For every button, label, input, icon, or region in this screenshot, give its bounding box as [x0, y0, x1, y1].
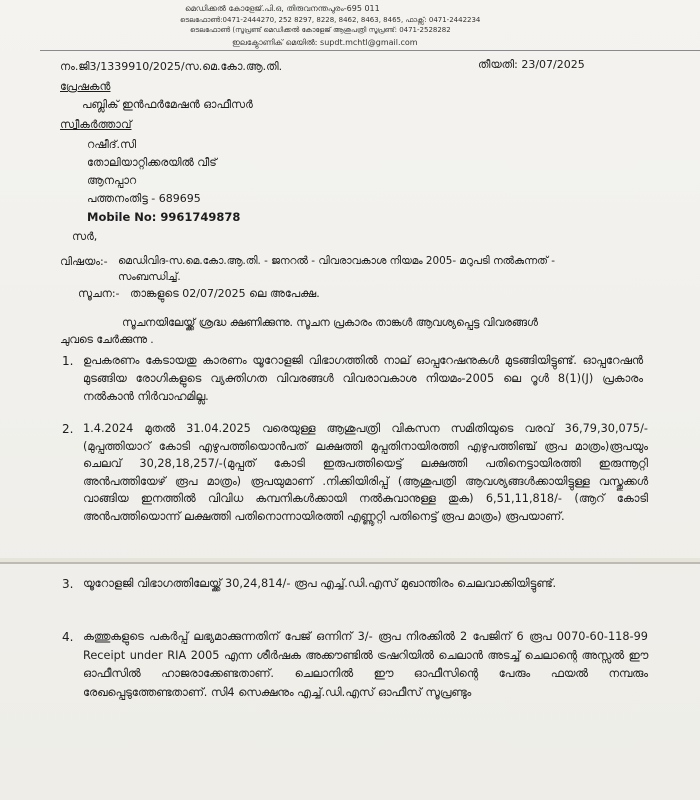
subject-text: മെഡിവിദ-സ.മെ.കോ.ആ.തി. - ജനറൽ - വിവരാവകാശ നിയമം 2005- മറുപടി നൽകുന്നത് - — [118, 255, 555, 267]
item-4-text: കത്തുകളുടെ പകർപ്പ് ലഭ്യമാക്കുന്നതിന് പേജ് ഒന്നിന് 3/- രൂപ നിരക്കിൽ 2 പേജിന് 6 രൂപ 0070-60-118-99 Receipt under RIA 2005 എന്ന ശീർഷക അക്കൗണ്ടിൽ ട്രഷറിയിൽ ചെലാൻ അടച്ച് ചെലാന്റെ അസ്സൽ ഈ ഓഫീസിൽ ഹാജരാക്കേണ്ടതാണ്. ചെലാനിൽ ഈ ഓഫീസിന്റെ പേരും ഫയൽ നമ്പരും രേഖപ്പെടുത്തേണ്ടതാണ്. സി4 സെക്ഷനും എച്ച്.ഡി.എസ് ഓഫീസ് സൂപ്രണ്ടും — [83, 630, 648, 699]
item-3-number: 3. — [62, 577, 74, 591]
receiver-name: റഷീദ്.സി — [87, 138, 137, 151]
receiver-district: പത്തനംതിട്ട - 689695 — [87, 192, 201, 205]
letterhead-email: ഇലക്ട്രോണിക് മെയിൽ: supdt.mchtl@gmail.com — [232, 38, 418, 47]
item-4-number: 4. — [62, 630, 74, 644]
salutation: സർ, — [72, 230, 98, 243]
intro-text-continued: ചുവടെ ചേർക്കുന്നു . — [60, 333, 154, 346]
letter-date: തീയതി: 23/07/2025 — [478, 58, 585, 71]
reference-label: സൂചന:- — [78, 287, 120, 300]
file-number: നം.ജി3/1339910/2025/സ.മെ.കോ.ആ.തി. — [60, 60, 283, 73]
receiver-house: തോലിയാറ്റിക്കരയിൽ വീട് — [87, 156, 217, 169]
letterhead-superintendent-phone: ടെലഫോൺ (സൂപ്രണ്ട് മെഡിക്കൽ കോളേജ് ആശുപത്രി സൂപ്രണ്ട്: 0471-2528282 — [190, 26, 451, 34]
subject-text-continued: സംബന്ധിച്ച്. — [118, 271, 181, 283]
item-3-text: യൂറോളജി വിഭാഗത്തിലേയ്ക്ക് 30,24,814/- രൂപ എച്ച്.ഡി.എസ് മുഖാന്തിരം ചെലവാക്കിയിട്ടുണ്ട്. — [83, 577, 557, 590]
item-2-number: 2. — [62, 422, 74, 436]
receiver-label: സ്വീകർത്താവ് — [60, 118, 132, 131]
reference-text: താങ്കളുടെ 02/07/2025 ലെ അപേക്ഷ. — [130, 287, 320, 300]
item-2-text: 1.4.2024 മുതൽ 31.04.2025 വരെയുള്ള ആശുപത്രി വികസന സമിതിയുടെ വരവ് 36,79,30,075/-(മുപ്പത്തിയാറ് കോടി എഴുപത്തിയൊൻപത് ലക്ഷത്തി മുപ്പതിനായിരത്തി എഴുപത്തിഞ്ച് രൂപ മാത്രം)രൂപയും ചെലവ് 30,28,18,257/-(മുപ്പത് കോടി ഇരുപത്തിയെട്ട് ലക്ഷത്തി പതിനെട്ടായിരത്തി ഇരുന്നൂറ്റി അൻപത്തിയേഴ് രൂപ മാത്രം) രൂപയുമാണ് .നിക്കിയിരിപ്പ് (ആശുപത്രി ആവശ്യങ്ങൾക്കായിട്ടുള്ള വസ്തുക്കൾ വാങ്ങിയ ഇനത്തിൽ വിവിധ കമ്പനികൾക്കായി നൽകുവാനുള്ള തുക) 6,51,11,818/- (ആറ് കോടി അൻപത്തിയൊന്ന് ലക്ഷത്തി പതിനൊന്നായിരത്തി എണ്ണൂറ്റി പതിനെട്ട് രൂപ മാത്രം) രൂപയാണ്. — [83, 422, 648, 523]
letterhead-divider — [40, 50, 700, 51]
sender-label: പ്രേഷകൻ — [60, 80, 111, 93]
sender-name: പബ്ലിക് ഇൻഫർമേഷൻ ഓഫീസർ — [82, 98, 253, 111]
item-1-number: 1. — [62, 354, 74, 368]
subject-label: വിഷയം:- — [60, 255, 108, 268]
page-fold-line — [0, 562, 700, 564]
letterhead-phone: ടെലഫോൺ:0471-2444270, 252 8297, 8228, 8462, 8463, 8465, ഫാക്സ്: 0471-2442234 — [180, 16, 481, 24]
letterhead-address: മെഡിക്കൽ കോളേജ്.പി.ഒ, തിരുവനന്തപുരം-695 011 — [185, 4, 380, 13]
receiver-place: ആനപ്പാറ — [87, 174, 137, 187]
intro-text: സൂചനയിലേയ്ക്ക് ശ്രദ്ധ ക്ഷണിക്കുന്നു. സൂചന പ്രകാരം താങ്കൾ ആവശ്യപ്പെട്ട വിവരങ്ങൾ — [122, 316, 538, 329]
receiver-mobile: Mobile No: 9961749878 — [87, 210, 241, 224]
item-1-text: ഉപകരണം കേടായതു കാരണം യൂറോളജി വിഭാഗത്തിൽ നാല് ഓപ്പറേഷനുകൾ മുടങ്ങിയിട്ടുണ്ട്. ഓപ്പറേഷൻ മുടങ്ങിയ രോഗികളുടെ വ്യക്തിഗത വിവരങ്ങൾ വിവരാവകാശ നിയമം-2005 ലെ റൂൾ 8(1)(J) പ്രകാരം നൽകാൻ നിർവാഹമില്ല. — [83, 354, 643, 403]
